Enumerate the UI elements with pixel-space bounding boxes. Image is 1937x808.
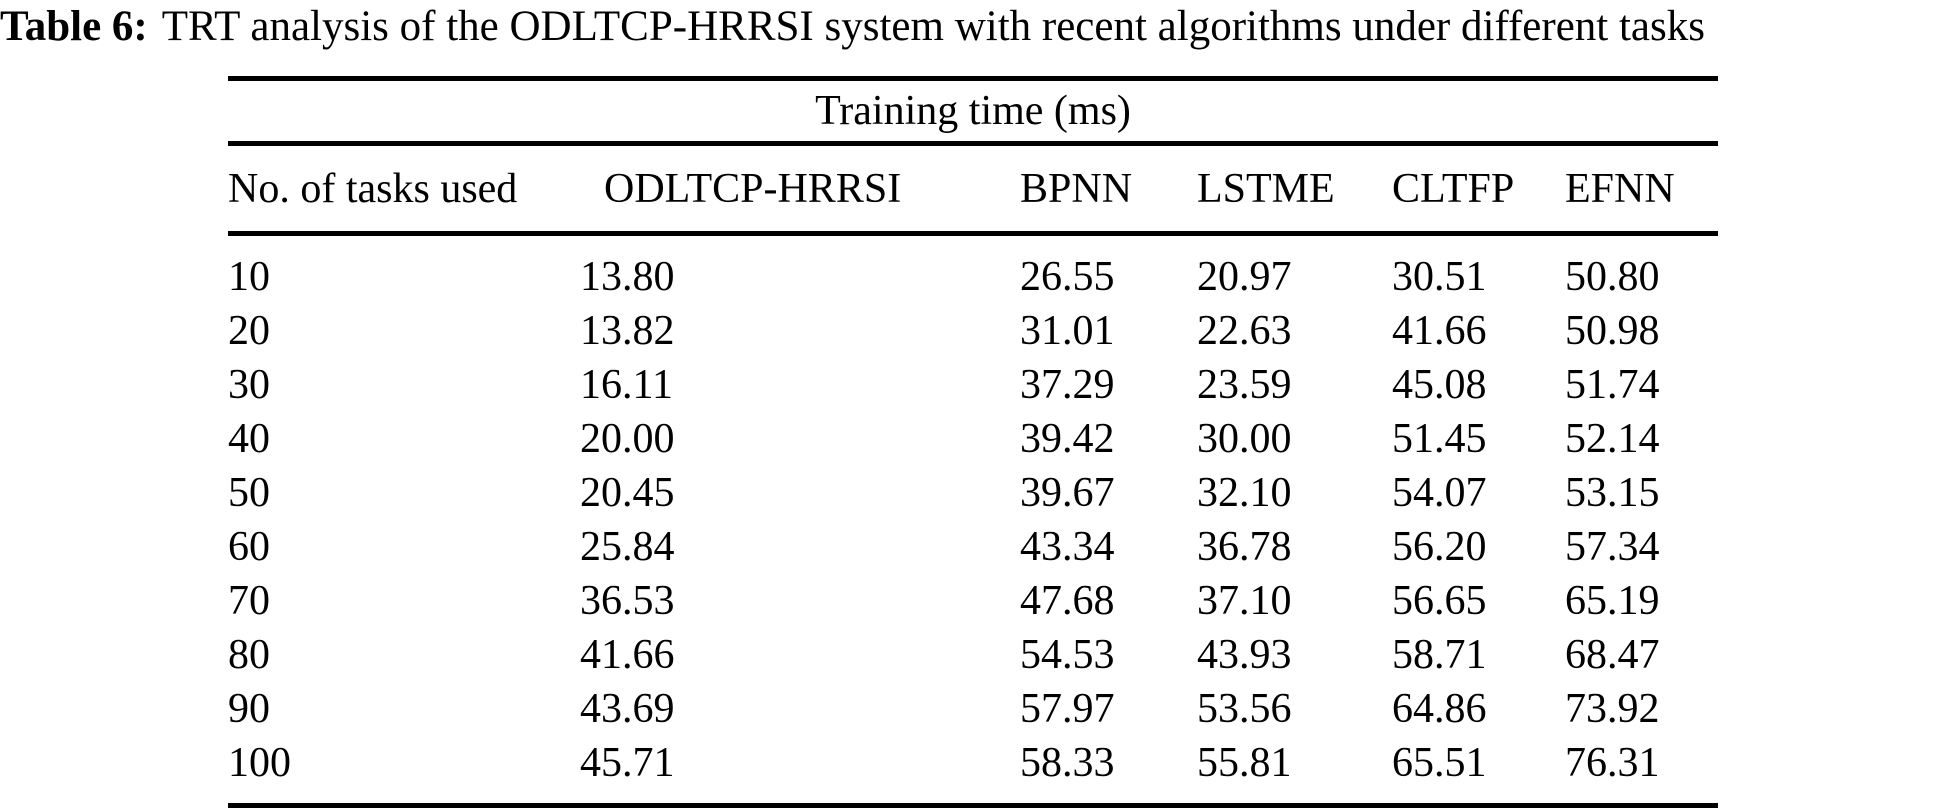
- row-label-cell: 80: [228, 632, 270, 678]
- value-cell: 51.45: [1392, 416, 1487, 462]
- value-cell: 37.10: [1197, 578, 1292, 624]
- row-label-cell: 70: [228, 578, 270, 624]
- value-cell: 56.65: [1392, 578, 1487, 624]
- column-header-1: ODLTCP-HRRSI: [580, 144, 1020, 234]
- row-label-cell: 30: [228, 362, 270, 408]
- table-body: [228, 234, 1718, 806]
- row-label-cell: 60: [228, 524, 270, 570]
- column-header-3: LSTME: [1197, 144, 1392, 234]
- row-label-cell: 90: [228, 686, 270, 732]
- value-cell: 23.59: [1197, 362, 1292, 408]
- value-cell: 25.84: [580, 524, 675, 570]
- value-cell: 26.55: [1020, 254, 1115, 300]
- value-cell: 50.80: [1565, 254, 1660, 300]
- value-cell: 39.67: [1020, 470, 1115, 516]
- column-header-5: EFNN: [1565, 144, 1718, 234]
- row-label-cell: 10: [228, 254, 270, 300]
- value-cell: 43.69: [580, 686, 675, 732]
- table-caption-label: Table 6:: [0, 3, 148, 50]
- value-cell: 68.47: [1565, 632, 1660, 678]
- row-label-cell: 50: [228, 470, 270, 516]
- table-row: [228, 358, 1718, 412]
- value-cell: 54.07: [1392, 470, 1487, 516]
- value-cell: 57.97: [1020, 686, 1115, 732]
- value-cell: 54.53: [1020, 632, 1115, 678]
- table-row: [228, 234, 1718, 305]
- value-cell: 37.29: [1020, 362, 1115, 408]
- value-cell: 43.93: [1197, 632, 1292, 678]
- value-cell: 45.08: [1392, 362, 1487, 408]
- value-cell: 50.98: [1565, 308, 1660, 354]
- table-row: [228, 520, 1718, 574]
- table-row: [228, 412, 1718, 466]
- value-cell: 36.53: [580, 578, 675, 624]
- column-header-0: No. of tasks used: [228, 144, 580, 234]
- table-row: [228, 628, 1718, 682]
- value-cell: 55.81: [1197, 740, 1292, 786]
- value-cell: 13.80: [580, 254, 675, 300]
- value-cell: 73.92: [1565, 686, 1660, 732]
- value-cell: 57.34: [1565, 524, 1660, 570]
- value-cell: 16.11: [580, 362, 673, 408]
- row-label-cell: 100: [228, 740, 291, 786]
- value-cell: 52.14: [1565, 416, 1660, 462]
- column-header-4: CLTFP: [1392, 144, 1565, 234]
- table-container: [228, 76, 1718, 808]
- value-cell: 56.20: [1392, 524, 1487, 570]
- table-caption-text: TRT analysis of the ODLTCP-HRRSI system with recent algorithms under different tasks: [161, 3, 1705, 50]
- column-header-2: BPNN: [1020, 144, 1197, 234]
- group-header: Training time (ms): [228, 79, 1718, 144]
- table-row: [228, 736, 1718, 806]
- table-row: [228, 682, 1718, 736]
- value-cell: 65.19: [1565, 578, 1660, 624]
- value-cell: 41.66: [580, 632, 675, 678]
- table-caption: [0, 2, 1937, 52]
- value-cell: 32.10: [1197, 470, 1292, 516]
- value-cell: 76.31: [1565, 740, 1660, 786]
- value-cell: 36.78: [1197, 524, 1292, 570]
- value-cell: 22.63: [1197, 308, 1292, 354]
- column-header-row: [228, 144, 1718, 234]
- table-row: [228, 304, 1718, 358]
- row-label-cell: 20: [228, 308, 270, 354]
- value-cell: 58.33: [1020, 740, 1115, 786]
- value-cell: 65.51: [1392, 740, 1487, 786]
- value-cell: 58.71: [1392, 632, 1487, 678]
- value-cell: 43.34: [1020, 524, 1115, 570]
- value-cell: 41.66: [1392, 308, 1487, 354]
- value-cell: 31.01: [1020, 308, 1115, 354]
- value-cell: 13.82: [580, 308, 675, 354]
- value-cell: 30.00: [1197, 416, 1292, 462]
- value-cell: 20.00: [580, 416, 675, 462]
- value-cell: 20.45: [580, 470, 675, 516]
- value-cell: 51.74: [1565, 362, 1660, 408]
- group-header-row: [228, 79, 1718, 144]
- value-cell: 53.15: [1565, 470, 1660, 516]
- value-cell: 20.97: [1197, 254, 1292, 300]
- value-cell: 45.71: [580, 740, 675, 786]
- table-row: [228, 466, 1718, 520]
- value-cell: 39.42: [1020, 416, 1115, 462]
- row-label-cell: 40: [228, 416, 270, 462]
- table-row: [228, 574, 1718, 628]
- value-cell: 64.86: [1392, 686, 1487, 732]
- value-cell: 47.68: [1020, 578, 1115, 624]
- table-head: [228, 79, 1718, 234]
- trt-analysis-table: [228, 76, 1718, 808]
- value-cell: 30.51: [1392, 254, 1487, 300]
- value-cell: 53.56: [1197, 686, 1292, 732]
